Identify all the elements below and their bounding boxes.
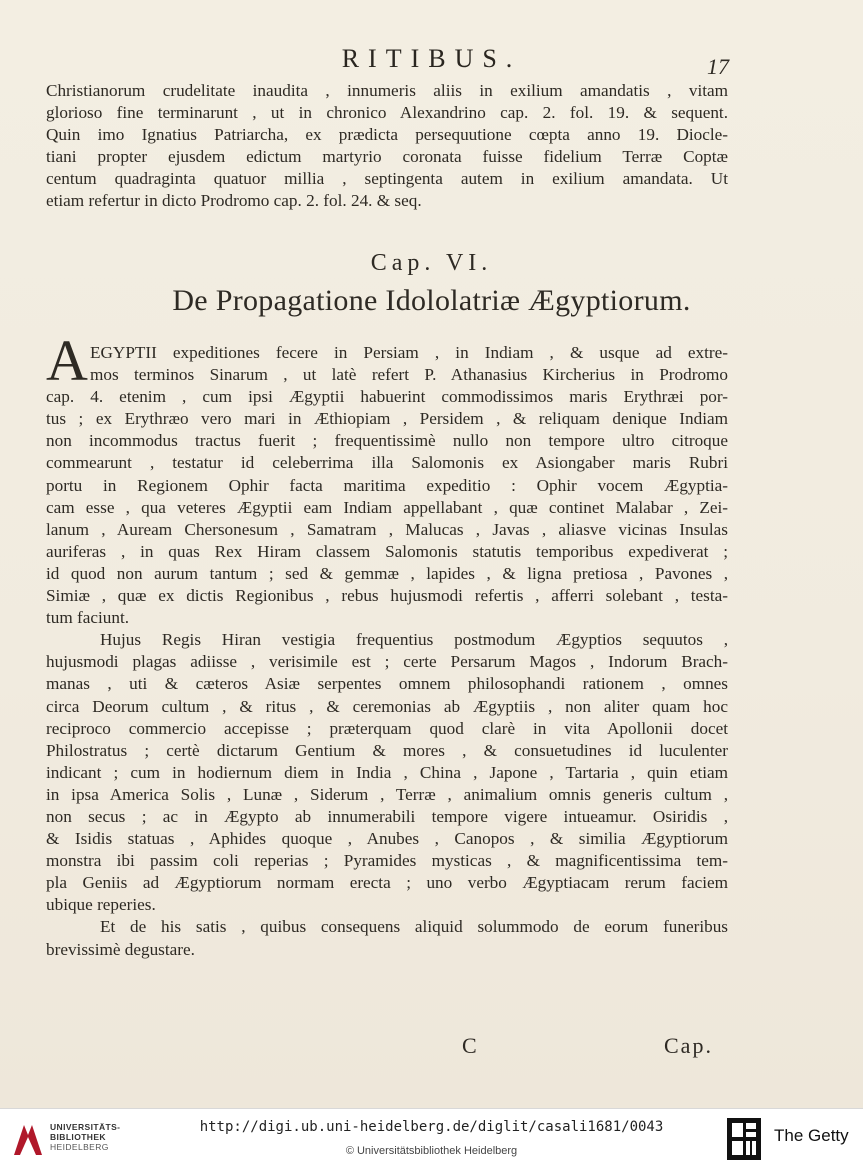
library-name-line: UNIVERSITÄTS- [50, 1122, 121, 1132]
text-line: & Isidis statuas , Aphides quoque , Anubes , Canopos , & similia Ægyptiorum [46, 829, 728, 849]
text-line: manas , uti & cæteros Asiæ serpentes omnem philosophandi rationem , omnes [46, 674, 728, 694]
text-line: Christianorum crudelitate inaudita , innumeris aliis in exilium amandatis , vitam [46, 81, 728, 100]
text-line: ubique reperies. [46, 895, 156, 915]
library-name-line: HEIDELBERG [50, 1142, 109, 1152]
text-line: in ipsa America Solis , Lunæ , Siderum , Terræ , animalium omnis generis cultum , [46, 784, 728, 804]
text-line: cam esse , qua veteres Ægyptii eam Indiam appellabant , quæ continet Malabar , Zei- [46, 497, 728, 517]
text-line: brevissimè degustare. [46, 939, 195, 959]
text-line: mos terminos Sinarum , ut latè refert P. Athanasius Kircherius in Prodromo [90, 365, 728, 385]
getty-logo-icon[interactable] [726, 1117, 762, 1161]
text-line: tum faciunt. [46, 608, 130, 628]
text-line: Et de his satis , quibus consequens aliquid solummodo de eorum funeribus [100, 917, 728, 937]
text-line: tiani propter ejusdem edictum martyrio coronata fuisse fidelium Terræ Coptæ [46, 147, 728, 167]
permalink-url[interactable]: http://digi.ub.uni-heidelberg.de/diglit/casali1681/0043 [199, 1119, 664, 1135]
text-line: cap. 4. etenim , cum ipsi Ægyptii habuerint commodissimos maris Erythræi por- [46, 387, 728, 407]
text-line: commearunt , testatur id celeberrima illa Salomonis ex Asiongaber maris Rubri [46, 453, 728, 473]
text-line: pla Geniis ad Ægyptiorum normam erecta ; uno verbo Ægyptiacam rerum faciem [46, 873, 728, 893]
text-line: monstra ibi passim coli reperias ; Pyramides mysticas , & magnificentissima tem- [46, 851, 728, 871]
text-line: non secus ; ac in Ægypto ab innumerabili tempore vigere intueamur. Osiridis , [46, 806, 728, 826]
running-head: RITIBUS. [341, 44, 522, 73]
page-number: 17 [707, 54, 729, 79]
text-line: Simiæ , quæ ex dictis Regionibus , rebus hujusmodi refertis , afferri solebant , testa- [46, 586, 728, 606]
text-line: indicant ; cum in hodiernum diem in India , China , Japone , Tartaria , quin etiam [46, 762, 728, 782]
text-line: Philostratus ; certè dictarum Gentium & mores , & consuetudines id luculenter [46, 740, 728, 760]
chapter-title: De Propagatione Idololatriæ Ægyptiorum. [172, 284, 691, 317]
chapter-body [46, 342, 728, 961]
viewer-footer [0, 1108, 863, 1169]
text-line: centum quadraginta quatuor millia , septingenta autem in exilium amandata. Ut [46, 169, 728, 189]
text-line: lanum , Auream Chersonesum , Samatram , Malucas , Javas , aliasve vicinas Insulas [46, 519, 728, 539]
text-line: id quod non aurum tantum ; sed & gemmæ , lapides , & ligna pretiosa , Pavones , [46, 563, 728, 583]
text-line: Quin imo Ignatius Patriarcha, ex prædicta persequutione cœpta anno 19. Diocle- [46, 125, 728, 145]
text-line: portu in Regionem Ophir facta maritima expeditio : Ophir vocem Ægyptia- [46, 475, 728, 495]
text-line: etiam refertur in dicto Prodromo cap. 2. fol. 24. & seq. [46, 191, 422, 211]
text-line: reciproco commercio accepisse ; præterquam quod clarè in vita Apollonii docet [46, 718, 728, 738]
text-line: EGYPTII expeditiones fecere in Persiam , in Indiam , & usque ad extre- [90, 343, 728, 362]
copyright-notice: © Universitätsbibliothek Heidelberg [345, 1145, 518, 1157]
catchword: Cap. [664, 1033, 713, 1058]
text-line: circa Deorum cultum , & ritus , & ceremonias ab Ægyptiis , non aliter quam hoc [46, 696, 728, 716]
paragraph-continued [46, 80, 728, 213]
text-line: Hujus Regis Hiran vestigia frequentius postmodum Ægyptios sequutos , [100, 630, 728, 650]
signature-mark: C [462, 1033, 477, 1058]
text-line: hujusmodi plagas adiisse , verisimile est ; certe Persarum Magos , Indorum Brach- [46, 652, 728, 672]
drop-cap: A [46, 328, 88, 393]
partner-name: The Getty [774, 1126, 849, 1145]
text-line: tus ; ex Erythræo vero mari in Æthiopiam , Persidem , & reliquam denique Indiam [46, 409, 728, 429]
text-line: auriferas , in quas Rex Hiram classem Salomonis statutis temporibus expediverat ; [46, 541, 728, 561]
text-line: glorioso fine terminarunt , ut in chronico Alexandrino cap. 2. fol. 19. & sequent. [46, 103, 728, 123]
library-name-line: BIBLIOTHEK [50, 1132, 106, 1142]
chapter-number: Cap. VI. [370, 250, 493, 276]
text-line: non incommodus tractus fuerit ; frequentissimè nullo non tempore ultro citroque [46, 431, 728, 451]
